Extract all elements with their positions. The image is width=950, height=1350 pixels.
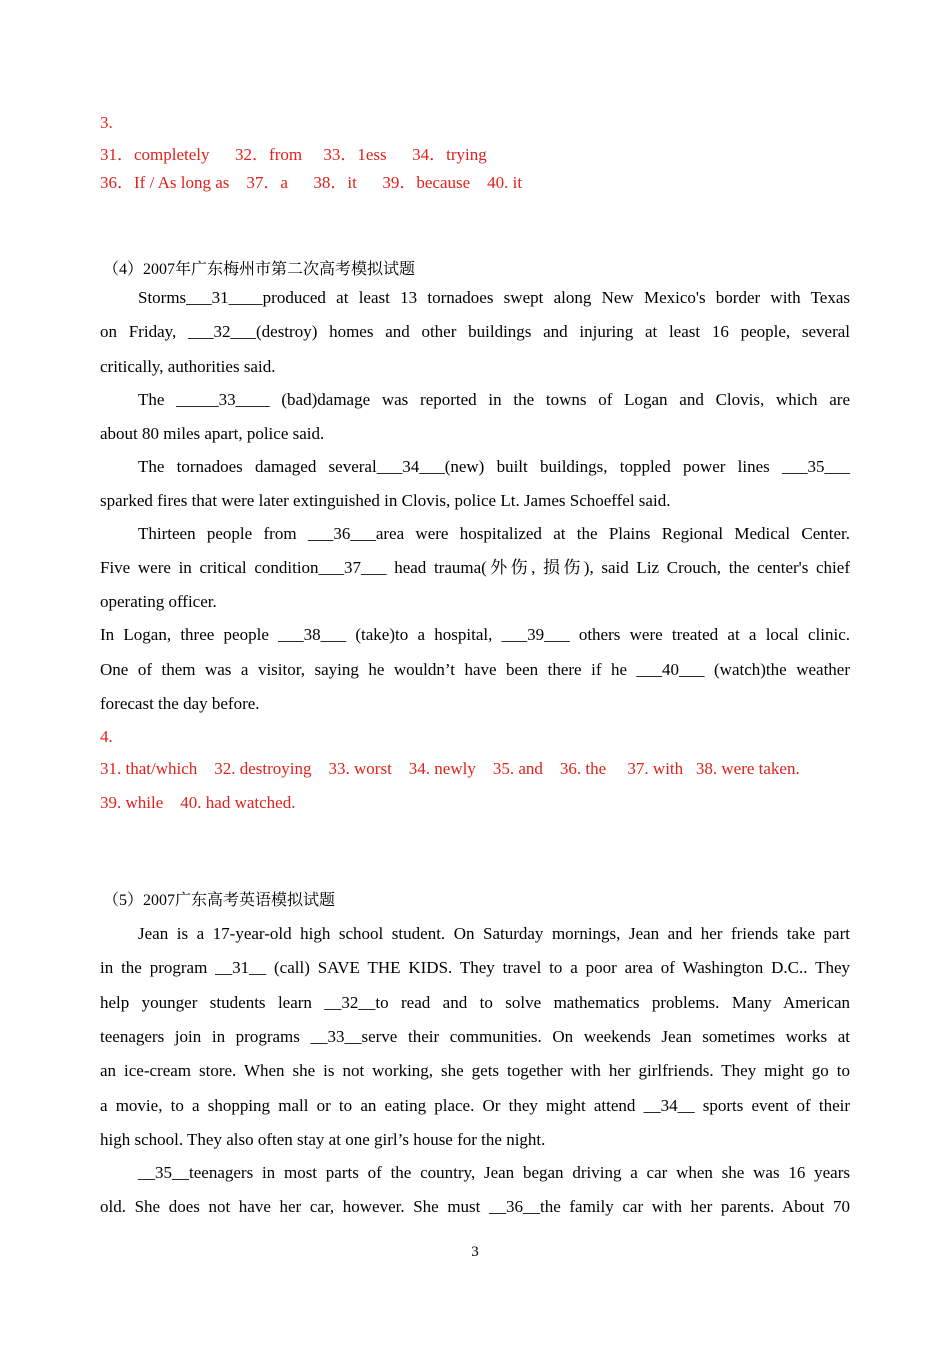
passage-line: The _____33____ (bad)damage was reported in the towns of Logan and Clovis, which are xyxy=(138,390,850,409)
passage-line: on Friday, ___32___(destroy) homes and other buildings and injuring at least 16 people, several xyxy=(100,322,850,341)
passage-line: forecast the day before. xyxy=(100,694,260,713)
section-heading-4: （4）2007年广东梅州市第二次高考模拟试题 xyxy=(103,261,416,278)
passage-line: sparked fires that were later extinguished in Clovis, police Lt. James Schoeffel said. xyxy=(100,491,671,510)
passage-line: an ice-cream store. When she is not working, she gets together with her girlfriends. They might go to xyxy=(100,1061,850,1080)
passage-line: old. She does not have her car, however. She must __36__the family car with her parents. About 70 xyxy=(100,1197,850,1216)
passage-line: In Logan, three people ___38___ (take)to a hospital, ___39___ others were treated at a local clinic. xyxy=(100,625,850,644)
passage-line: Thirteen people from ___36___area were hospitalized at the Plains Regional Medical Center. xyxy=(138,524,850,543)
passage-line: critically, authorities said. xyxy=(100,357,276,376)
page-number: 3 xyxy=(471,1244,479,1260)
answer-label-4: 4. xyxy=(100,727,113,746)
answer-label-3: 3. xyxy=(100,113,113,132)
passage-line: in the program __31__ (call) SAVE THE KIDS. They travel to a poor area of Washington D.C.. They xyxy=(100,958,850,977)
passage-line: Five were in critical condition___37___ head trauma(外伤, 损伤), said Liz Crouch, the center's chief xyxy=(100,558,850,577)
passage-line: high school. They also often stay at one girl’s house for the night. xyxy=(100,1130,546,1149)
passage-line: operating officer. xyxy=(100,592,217,611)
passage-line: Jean is a 17-year-old high school student. On Saturday mornings, Jean and her friends take part xyxy=(138,924,850,943)
section-heading-5: （5）2007广东高考英语模拟试题 xyxy=(103,892,336,909)
answer-line-3b: 36．If / As long as 37．a 38．it 39．because 40. it xyxy=(100,173,523,192)
passage-line: a movie, to a shopping mall or to an eating place. Or they might attend __34__ sports event of their xyxy=(100,1096,850,1115)
passage-line: Storms___31____produced at least 13 tornadoes swept along New Mexico's border with Texas xyxy=(138,288,850,307)
answer-line-4a: 31. that/which 32. destroying 33. worst 34. newly 35. and 36. the 37. with 38. were taken. xyxy=(100,759,800,778)
passage-line: about 80 miles apart, police said. xyxy=(100,424,325,443)
passage-line: __35__teenagers in most parts of the country, Jean began driving a car when she was 16 years xyxy=(138,1163,850,1182)
passage-line: help younger students learn __32__to read and to solve mathematics problems. Many American xyxy=(100,993,850,1012)
answer-line-4b: 39. while 40. had watched. xyxy=(100,793,296,812)
passage-line: The tornadoes damaged several___34___(new) built buildings, toppled power lines ___35___ xyxy=(138,457,850,476)
passage-line: teenagers join in programs __33__serve their communities. On weekends Jean sometimes works at xyxy=(100,1027,850,1046)
passage-line: One of them was a visitor, saying he wouldn’t have been there if he ___40___ (watch)the weather xyxy=(100,660,850,679)
answer-line-3a: 31．completely 32．from 33．1ess 34．trying xyxy=(100,145,487,164)
